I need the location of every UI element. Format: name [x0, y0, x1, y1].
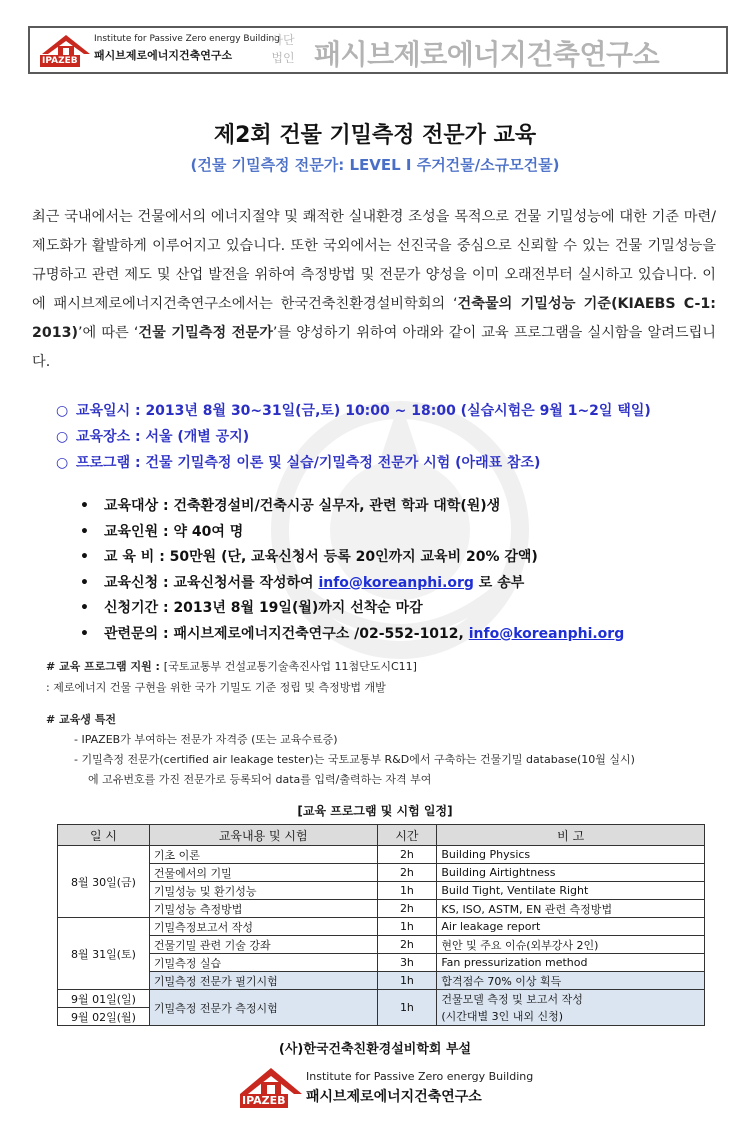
intro-text-3: ’를 양성하기 위하여 아래와 같이 교육 프로그램을 실시함을 알려드립니다.	[32, 325, 716, 370]
detail-contact	[80, 622, 624, 648]
circle-icon: ○	[56, 455, 69, 471]
table-row	[58, 936, 705, 954]
row-content: 기밀측정보고서 작성	[149, 918, 377, 936]
row-note: Fan pressurization method	[437, 954, 705, 972]
detail-deadline-text: 신청기간 : 2013년 8월 19일(월)까지 선착순 마감	[104, 600, 423, 616]
house-roof-icon	[40, 32, 92, 56]
row-content: 기초 이론	[149, 846, 377, 864]
row-note: 현안 및 주요 이슈(외부강사 2인)	[437, 936, 705, 954]
row-note: Building Physics	[437, 846, 705, 864]
detail-capacity-text: 교육인원 : 약 40여 명	[104, 523, 244, 540]
row-note: Air leakage report	[437, 918, 705, 936]
row-time: 2h	[377, 900, 437, 918]
detail-capacity	[80, 520, 624, 546]
footer-logo-abbr: IPAZEB	[242, 1094, 286, 1107]
details-list	[80, 494, 624, 647]
row-note-line1: 건물모델 측정 및 보고서 작성	[441, 992, 583, 1006]
bullet-icon: •	[80, 549, 89, 565]
day3a-cell: 9월 01일(일)	[58, 990, 150, 1008]
intro-bold-standard: 건축물의 기밀성능 기준(KIAEBS C-1: 2013)	[32, 296, 716, 341]
event-location	[56, 424, 651, 450]
event-date	[56, 398, 651, 424]
row-time: 1h	[377, 882, 437, 900]
detail-application-suffix: 로 송부	[473, 574, 525, 591]
circle-icon: ○	[56, 403, 69, 419]
row-content: 기밀측정 실습	[149, 954, 377, 972]
row-note: KS, ISO, ASTM, EN 관련 측정방법	[437, 900, 705, 918]
bullet-icon: •	[80, 523, 89, 540]
bullet-icon: •	[80, 625, 89, 642]
benefit-line-1: - IPAZEB가 부여하는 전문가 자격증 (또는 교육수료증)	[74, 733, 338, 746]
intro-text-2: ’에 따른 ‘	[77, 325, 139, 341]
program-support	[46, 656, 417, 698]
day3b-cell: 9월 02일(월)	[58, 1008, 150, 1026]
ipazeb-logo	[40, 32, 280, 68]
benefits-label: # 교육생 특전	[46, 713, 117, 726]
header-content: 교육내용 및 시험	[149, 825, 377, 846]
event-program	[56, 450, 651, 476]
row-time: 2h	[377, 846, 437, 864]
bullet-icon: •	[80, 600, 89, 616]
day1-cell: 8월 30일(금)	[58, 846, 150, 918]
event-location-text: 교육장소 : 서울 (개별 공지)	[76, 429, 250, 445]
table-header-row	[58, 825, 705, 846]
detail-fee-text: 교 육 비 : 50만원 (단, 교육신청서 등록 20인까지 교육비 20% 감액)	[104, 549, 538, 565]
row-note: Building Airtightness	[437, 864, 705, 882]
header-date: 일 시	[58, 825, 150, 846]
table-row-exam-practical	[58, 990, 705, 1008]
event-date-text: 교육일시 : 2013년 8월 30~31일(금,토) 10:00 ~ 18:00 (실습시험은 9월 1~2일 택일)	[76, 403, 651, 419]
row-time: 2h	[377, 864, 437, 882]
house-roof-icon	[238, 1064, 304, 1096]
row-time: 1h	[377, 972, 437, 990]
row-note: Build Tight, Ventilate Right	[437, 882, 705, 900]
bullet-icon: •	[80, 574, 89, 591]
row-content: 기밀측정 전문가 측정시험	[149, 990, 377, 1026]
row-content: 기밀측정 전문가 필기시험	[149, 972, 377, 990]
row-content: 기밀성능 및 환기성능	[149, 882, 377, 900]
corporation-type-line1: 사단	[271, 33, 295, 47]
support-label: # 교육 프로그램 지원 :	[46, 660, 164, 673]
row-content: 건물에서의 기밀	[149, 864, 377, 882]
row-note: 합격점수 70% 이상 획득	[437, 972, 705, 990]
row-time: 2h	[377, 936, 437, 954]
row-time: 1h	[377, 918, 437, 936]
row-time: 1h	[377, 990, 437, 1026]
support-project: [국토교통부 건설교통기술촉진사업 11첨단도시C11]	[163, 660, 417, 673]
affiliation-text: (사)한국건축친환경설비학회 부설	[278, 1042, 472, 1057]
institute-name: 패시브제로에너지건축연구소	[314, 38, 660, 71]
benefit-line-2: - 기밀측정 전문가(certified air leakage tester)는 국토교통부 R&D에서 구축하는 건물기밀 database(10월 실시)	[74, 753, 635, 766]
table-row-exam-written	[58, 972, 705, 990]
detail-target-text: 교육대상 : 건축환경설비/건축시공 실무자, 관련 학과 대학(원)생	[104, 498, 501, 514]
header-time: 시간	[377, 825, 437, 846]
logo-korean-name: 패시브제로에너지건축연구소	[94, 49, 233, 62]
circle-icon: ○	[56, 429, 69, 445]
detail-deadline	[80, 596, 624, 622]
logo-abbr: IPAZEB	[42, 56, 78, 66]
event-summary	[56, 398, 651, 476]
event-program-text: 프로그램 : 건물 기밀측정 이론 및 실습/기밀측정 전문가 시험 (아래표 참조)	[76, 455, 541, 471]
footer-ipazeb-logo	[238, 1064, 534, 1114]
page-title: 제2회 건물 기밀측정 전문가 교육	[213, 123, 537, 148]
corporation-type-line2: 법인	[271, 51, 295, 65]
row-content: 건물기밀 관련 기술 강좌	[149, 936, 377, 954]
support-line-2: : 제로에너지 건물 구현을 위한 국가 기밀도 기준 정립 및 측정방법 개발	[46, 681, 386, 694]
intro-paragraph	[32, 203, 716, 377]
row-content: 기밀성능 측정방법	[149, 900, 377, 918]
detail-contact-text: 관련문의 : 패시브제로에너지건축연구소 /02-552-1012,	[104, 625, 469, 642]
contact-email-link[interactable]: info@koreanphi.org	[468, 625, 625, 642]
detail-target	[80, 494, 624, 520]
table-row	[58, 918, 705, 936]
corporation-type	[268, 31, 298, 67]
table-row	[58, 846, 705, 864]
table-row	[58, 954, 705, 972]
table-row	[58, 864, 705, 882]
detail-application-text: 교육신청 : 교육신청서를 작성하여	[104, 574, 319, 591]
table-row	[58, 900, 705, 918]
support-line-1	[46, 656, 417, 677]
day2-cell: 8월 31일(토)	[58, 918, 150, 990]
bullet-icon: •	[80, 498, 89, 514]
footer-logo-english-name: Institute for Passive Zero energy Building	[306, 1070, 534, 1083]
page-subtitle: (건물 기밀측정 전문가: LEVEL Ⅰ 주거건물/소규모건물)	[190, 156, 560, 174]
row-time: 3h	[377, 954, 437, 972]
student-benefits	[46, 710, 635, 790]
header-note: 비 고	[437, 825, 705, 846]
schedule-caption: [교육 프로그램 및 시험 일정]	[297, 804, 453, 818]
detail-application	[80, 571, 624, 597]
header-banner	[28, 26, 728, 74]
row-note	[437, 990, 705, 1026]
table-row	[58, 882, 705, 900]
detail-fee	[80, 545, 624, 571]
footer-logo-korean-name: 패시브제로에너지건축연구소	[306, 1089, 482, 1105]
logo-english-name: Institute for Passive Zero energy Building	[94, 34, 280, 44]
row-note-line2: (시간대별 3인 내외 신청)	[441, 1009, 564, 1023]
benefit-line-3: 에 고유번호를 가진 전문가로 등록되어 data를 입력/출력하는 자격 부여	[88, 773, 432, 786]
application-email-link[interactable]: info@koreanphi.org	[318, 574, 474, 591]
intro-bold-expert: 건물 기밀측정 전문가	[138, 325, 273, 341]
schedule-table	[57, 824, 705, 1026]
intro-text-1: 최근 국내에서는 건물에서의 에너지절약 및 쾌적한 실내환경 조성을 목적으로 건물 기밀성능에 대한 기준 마련/제도화가 활발하게 이루어지고 있습니다. 또한 국외에서는 선진국을 중심으로 신뢰할 수 있는 건물 기밀성능을 규명하고 관련 제도 및 산업 발전을 위하여 측정방법 및 전문가 양성을 이미 오래전부터 실시하고 있습니다. 이에 패시브제로에너지건축연구소에서는 한국건축친환경설비학회의 ‘	[32, 209, 716, 312]
